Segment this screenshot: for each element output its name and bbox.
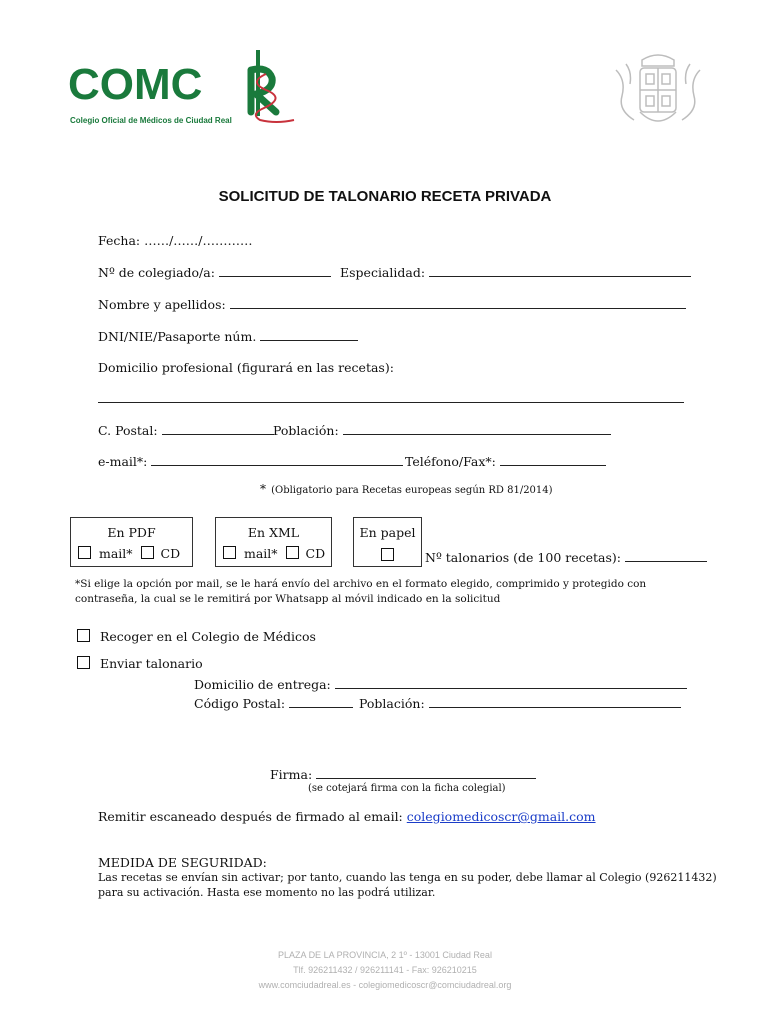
email-row [98,454,403,469]
pdf-cd-label: CD [160,546,181,561]
pdf-cd-checkbox[interactable] [141,546,154,559]
recoger-checkbox[interactable] [77,629,90,642]
pdf-mail-checkbox[interactable] [78,546,91,559]
footer-web: www.comciudadreal.es - colegiomedicoscr@comciudadreal.org [258,980,512,990]
email-input[interactable] [151,454,403,466]
footer-address: PLAZA DE LA PROVINCIA, 2 1º - 13001 Ciudad Real [278,950,492,960]
page-title: SOLICITUD DE TALONARIO RECETA PRIVADA [218,188,552,205]
enviar-checkbox[interactable] [77,656,90,669]
security-heading: MEDIDA DE SEGURIDAD: [98,855,267,870]
security-line1: Las recetas se envían sin activar; por tanto, cuando las tenga en su poder, debe llamar al Colegio (926211432) [98,871,717,884]
recoger-option[interactable] [77,629,316,644]
papel-title: En papel [359,525,416,540]
papel-box [353,517,422,567]
pdf-mail-label: mail* [98,546,133,561]
footer-phone: Tlf. 926211432 / 926211141 - Fax: 926210215 [293,965,477,975]
talonarios-input[interactable] [625,550,707,562]
xml-title: En XML [247,525,300,540]
colegiado-label: Nº de colegiado/a: [98,265,215,280]
telefono-row [405,454,606,469]
cpostal-input[interactable] [162,423,274,435]
domicilio-entrega-label: Domicilio de entrega: [194,677,331,692]
enviar-option[interactable] [77,656,203,671]
obligatorio-note-row [260,478,553,497]
pdf-box [70,517,193,567]
xml-options [223,546,325,561]
talonarios-row [425,550,707,565]
obligatorio-note: (Obligatorio para Recetas europeas según RD 81/2014) [271,485,553,496]
codigo-postal-input[interactable] [289,696,353,708]
colegiado-input[interactable] [219,265,331,277]
domicilio-input[interactable] [98,402,684,403]
codigo-postal-label: Código Postal: [194,696,286,711]
poblacion-label: Población: [273,423,339,438]
enviar-label: Enviar talonario [99,656,203,671]
dni-input[interactable] [260,329,358,341]
dni-label: DNI/NIE/Pasaporte núm. [98,329,257,344]
domicilio-label: Domicilio profesional (figurará en las recetas): [98,360,394,375]
xml-cd-label: CD [305,546,326,561]
nombre-row [98,297,686,312]
note-mail-line1: *Si elige la opción por mail, se le hará envío del archivo en el formato elegido, comprimido y protegido con [75,578,647,590]
colegiado-row [98,265,331,280]
domicilio-entrega-row [194,677,687,692]
coat-of-arms-icon [612,50,704,134]
pdf-options [78,546,180,561]
xml-mail-checkbox[interactable] [223,546,236,559]
especialidad-label: Especialidad: [340,265,426,280]
xml-mail-label: mail* [243,546,278,561]
logo [68,50,298,135]
cpostal-row [98,423,274,438]
note-mail-line2: contraseña, la cual se le remitirá por Whatsapp al móvil indicado en la solicitud [75,593,501,605]
logo-subtitle: Colegio Oficial de Médicos de Ciudad Real [70,116,232,125]
codigo-postal-row [194,696,353,711]
especialidad-row [340,265,691,280]
especialidad-input[interactable] [429,265,691,277]
xml-box [215,517,332,567]
firma-note: (se cotejará firma con la ficha colegial) [308,783,506,794]
entrega-poblacion-row [359,696,681,711]
fecha-field[interactable]: Fecha: ……/……/………… [98,233,253,248]
xml-cd-checkbox[interactable] [286,546,299,559]
pdf-title: En PDF [107,525,156,540]
firma-row [270,767,536,782]
poblacion-input[interactable] [343,423,611,435]
cpostal-label: C. Postal: [98,423,158,438]
papel-checkbox[interactable] [381,548,394,561]
security-line2: para su activación. Hasta ese momento no las podrá utilizar. [98,886,436,899]
remit-row [98,809,596,824]
nombre-label: Nombre y apellidos: [98,297,226,312]
nombre-input[interactable] [230,297,686,309]
remit-email-link[interactable]: colegiomedicoscr@gmail.com [406,809,596,824]
recoger-label: Recoger en el Colegio de Médicos [99,629,316,644]
telefono-input[interactable] [500,454,606,466]
dni-row [98,329,358,344]
talonarios-label: Nº talonarios (de 100 recetas): [425,550,622,565]
telefono-label: Teléfono/Fax*: [405,454,496,469]
entrega-poblacion-input[interactable] [429,696,681,708]
firma-input[interactable] [316,767,536,779]
email-label: e-mail*: [98,454,148,469]
firma-label: Firma: [270,767,313,782]
caduceus-icon [246,50,366,130]
remit-text: Remitir escaneado después de firmado al email: [98,809,403,824]
logo-text: COMC [68,60,203,109]
domicilio-entrega-input[interactable] [335,677,687,689]
obligatorio-star: * [260,482,266,496]
entrega-poblacion-label: Población: [359,696,425,711]
poblacion-row [273,423,611,438]
